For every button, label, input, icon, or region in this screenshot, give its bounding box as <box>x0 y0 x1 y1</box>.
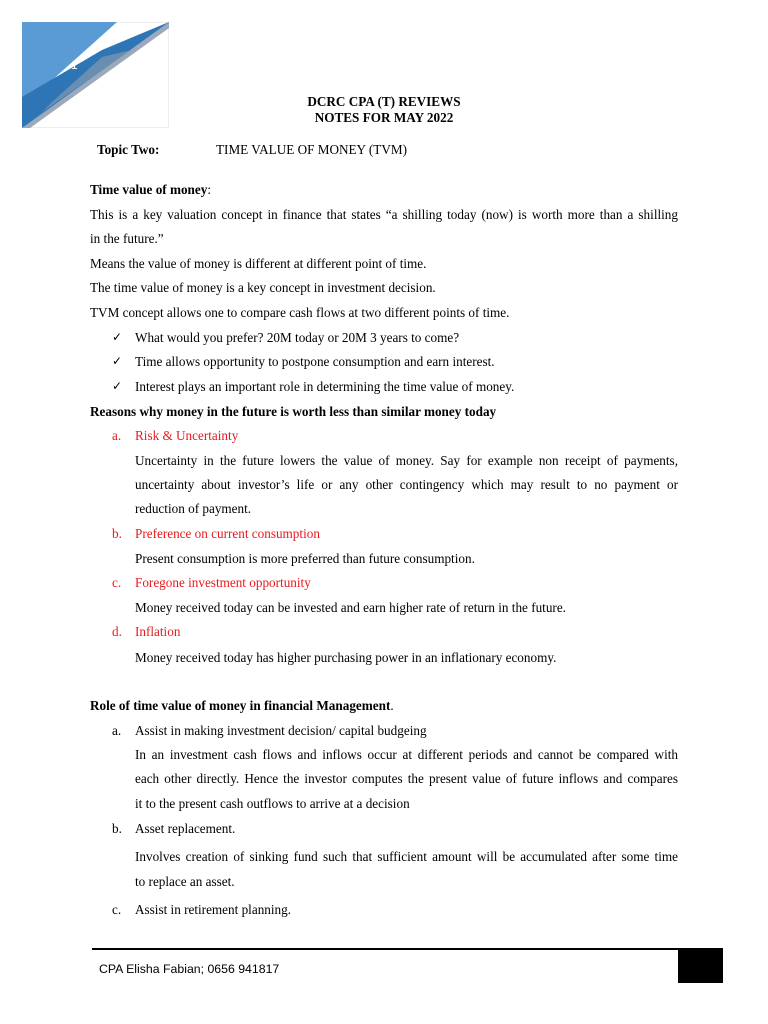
reason-text: Present consumption is more preferred than future consumption. <box>135 551 475 566</box>
reason-marker: b. <box>112 526 122 541</box>
header-line-2: NOTES FOR MAY 2022 <box>314 110 454 125</box>
reason-title-inflation: Inflation <box>135 624 181 639</box>
role-marker: b. <box>112 821 122 836</box>
checkmark-icon: ✓ <box>112 379 123 393</box>
role-marker: c. <box>112 902 122 917</box>
reason-title-foregone: Foregone investment opportunity <box>135 575 311 590</box>
tvm-para1-line1: This is a key valuation concept in finance that states “a shilling today (now) is worth more than a shilling <box>90 207 678 222</box>
role-text: it to the present cash outflows to arrive at a decision <box>135 796 410 811</box>
role-heading-line <box>90 698 394 714</box>
tvm-heading-line <box>90 182 211 198</box>
header-line-1: DCRC CPA (T) REVIEWS <box>307 94 461 109</box>
footer-block <box>678 950 723 983</box>
role-heading-suffix: . <box>390 698 394 713</box>
reason-title-risk: Risk & Uncertainty <box>135 428 239 443</box>
footer-divider <box>92 948 723 950</box>
checkmark-icon: ✓ <box>112 330 123 344</box>
role-title-retirement: Assist in retirement planning. <box>135 902 292 917</box>
tvm-line4: TVM concept allows one to compare cash flows at two different points of time. <box>90 305 510 320</box>
tvm-bullet-3: Interest plays an important role in determining the time value of money. <box>135 379 515 394</box>
role-text: to replace an asset. <box>135 874 235 889</box>
reason-text: Money received today can be invested and earn higher rate of return in the future. <box>135 600 566 615</box>
tvm-bullet-1: What would you prefer? 20M today or 20M 3 years to come? <box>135 330 460 345</box>
reason-title-preference: Preference on current consumption <box>135 526 320 541</box>
reason-text: reduction of payment. <box>135 501 252 516</box>
role-text: each other directly. Hence the investor computes the present value of future inflows and compares <box>135 771 678 786</box>
topic-label: Topic Two: <box>97 142 160 157</box>
role-title-investment: Assist in making investment decision/ capital budgeing <box>135 723 427 738</box>
page-number: 1 <box>71 58 78 72</box>
role-title-asset: Asset replacement. <box>135 821 236 836</box>
tvm-line2: Means the value of money is different at different point of time. <box>90 256 427 271</box>
tvm-bullet-2: Time allows opportunity to postpone consumption and earn interest. <box>135 354 495 369</box>
tvm-para1-line2: in the future.” <box>90 231 164 246</box>
footer-text: CPA Elisha Fabian; 0656 941817 <box>99 962 280 976</box>
reason-text: Uncertainty in the future lowers the value of money. Say for example non receipt of payments, <box>135 453 678 468</box>
role-text: In an investment cash flows and inflows occur at different periods and cannot be compared with <box>135 747 678 762</box>
tvm-heading: Time value of money <box>90 182 208 197</box>
tvm-line3: The time value of money is a key concept in investment decision. <box>90 280 436 295</box>
checkmark-icon: ✓ <box>112 354 123 368</box>
reason-text: uncertainty about investor’s life or any other contingency which may result to no payment or <box>135 477 678 492</box>
tvm-heading-suffix: : <box>207 182 212 197</box>
topic-value: TIME VALUE OF MONEY (TVM) <box>216 142 407 157</box>
role-text: Involves creation of sinking fund such that sufficient amount will be accumulated after some time <box>135 849 678 864</box>
reason-marker: d. <box>112 624 122 639</box>
role-marker: a. <box>112 723 122 738</box>
reason-text: Money received today has higher purchasing power in an inflationary economy. <box>135 650 557 665</box>
reasons-heading: Reasons why money in the future is worth less than similar money today <box>90 404 497 419</box>
reason-marker: a. <box>112 428 122 443</box>
document-header <box>0 94 768 126</box>
reason-marker: c. <box>112 575 122 590</box>
role-heading: Role of time value of money in financial Management <box>90 698 391 713</box>
